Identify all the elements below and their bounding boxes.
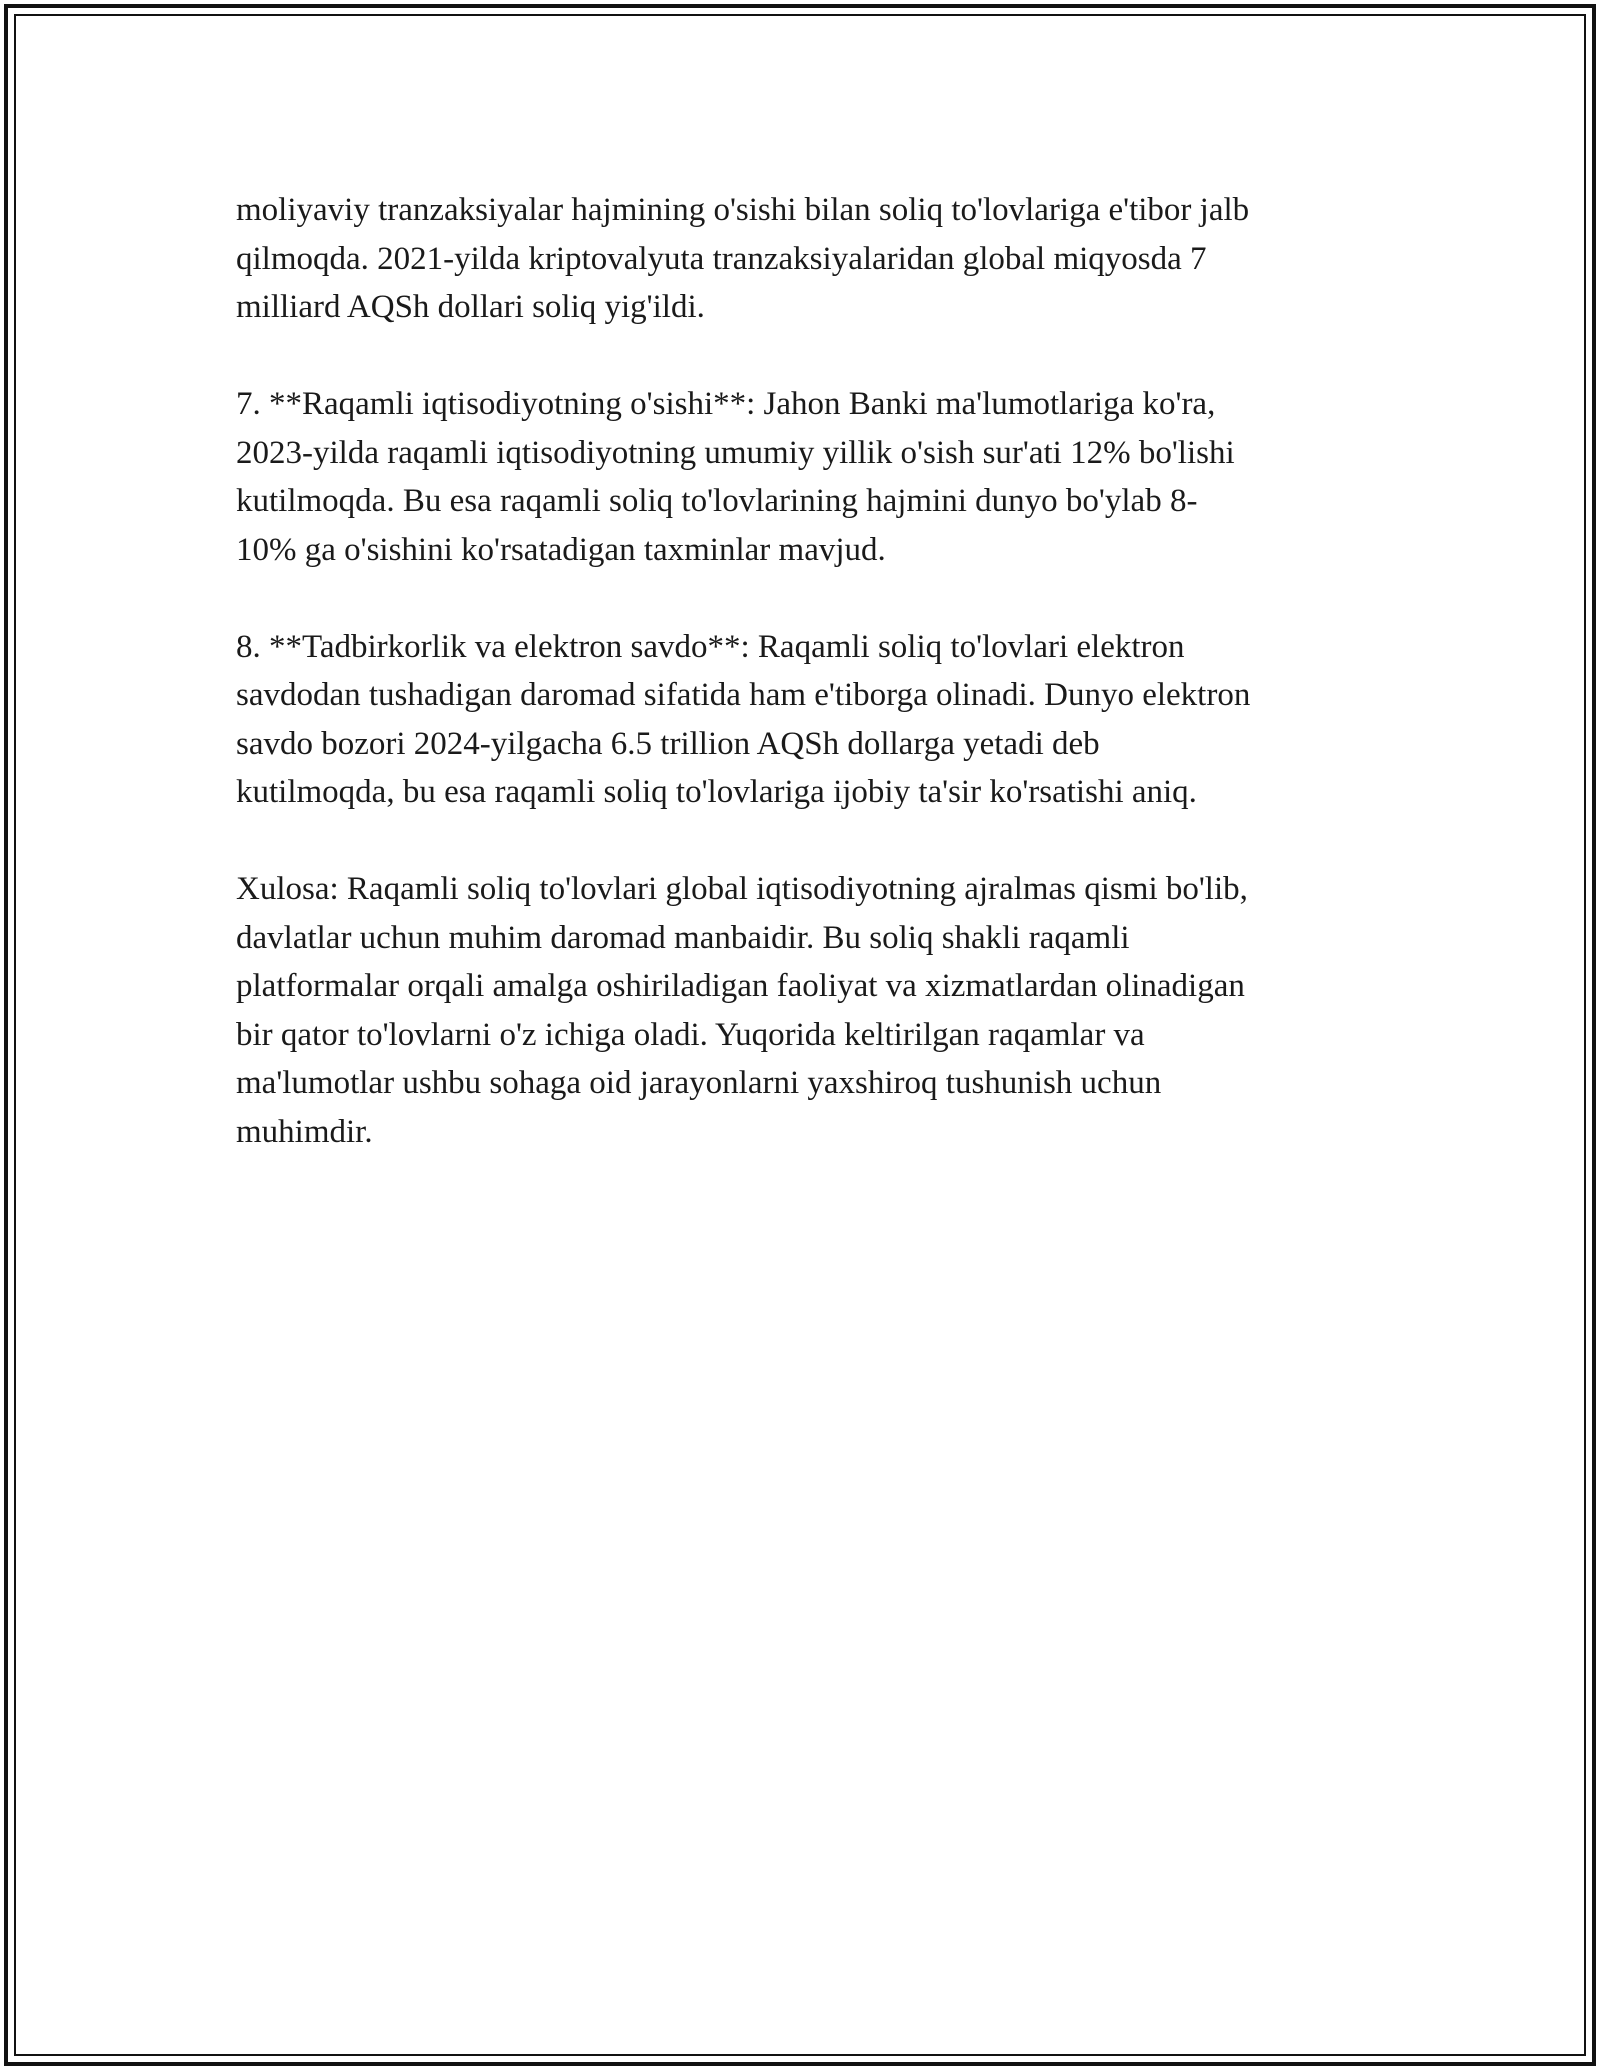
text-line: milliard AQSh dollari soliq yig'ildi. xyxy=(236,289,705,325)
text-line: 10% ga o'sishini ko'rsatadigan taxminlar mavjud. xyxy=(236,531,886,568)
paragraph-item-8 xyxy=(236,623,1376,817)
text-line: kutilmoqda, bu esa raqamli soliq to'lovlariga ijobiy ta'sir ko'rsatishi aniq. xyxy=(236,774,1197,810)
text-line: qilmoqda. 2021-yilda kriptovalyuta tranzaksiyalaridan global miqyosda 7 xyxy=(236,240,1207,277)
text-line: savdodan tushadigan daromad sifatida ham e'tiborga olinadi. Dunyo elektron xyxy=(236,677,1251,713)
text-line: muhimdir. xyxy=(236,1113,373,1150)
paragraph-continuation xyxy=(236,186,1376,332)
text-line: 8. **Tadbirkorlik va elektron savdo**: Raqamli soliq to'lovlari elektron xyxy=(236,628,1185,665)
text-line: ma'lumotlar ushbu sohaga oid jarayonlarni yaxshiroq tushunish uchun xyxy=(236,1065,1162,1101)
paragraph-item-7 xyxy=(236,380,1376,574)
text-line: 7. **Raqamli iqtisodiyotning o'sishi**: Jahon Banki ma'lumotlariga ko'ra, xyxy=(236,386,1216,422)
text-line: bir qator to'lovlarni o'z ichiga oladi. Yuqorida keltirilgan raqamlar va xyxy=(236,1016,1145,1053)
text-line: platformalar orqali amalga oshiriladigan faoliyat va xizmatlardan olinadigan xyxy=(236,968,1245,1004)
text-line: 2023-yilda raqamli iqtisodiyotning umumiy yillik o'sish sur'ati 12% bo'lishi xyxy=(236,434,1235,471)
text-line: savdo bozori 2024-yilgacha 6.5 trillion AQSh dollarga yetadi deb xyxy=(236,725,1100,762)
text-line: kutilmoqda. Bu esa raqamli soliq to'lovlarining hajmini dunyo bo'ylab 8- xyxy=(236,483,1198,519)
document-body xyxy=(236,186,1376,1205)
text-line: moliyaviy tranzaksiyalar hajmining o'sishi bilan soliq to'lovlariga e'tibor jalb xyxy=(236,192,1250,228)
paragraph-conclusion xyxy=(236,865,1376,1156)
text-line: davlatlar uchun muhim daromad manbaidir. Bu soliq shakli raqamli xyxy=(236,919,1130,956)
text-line: Xulosa: Raqamli soliq to'lovlari global iqtisodiyotning ajralmas qismi bo'lib, xyxy=(236,871,1248,907)
